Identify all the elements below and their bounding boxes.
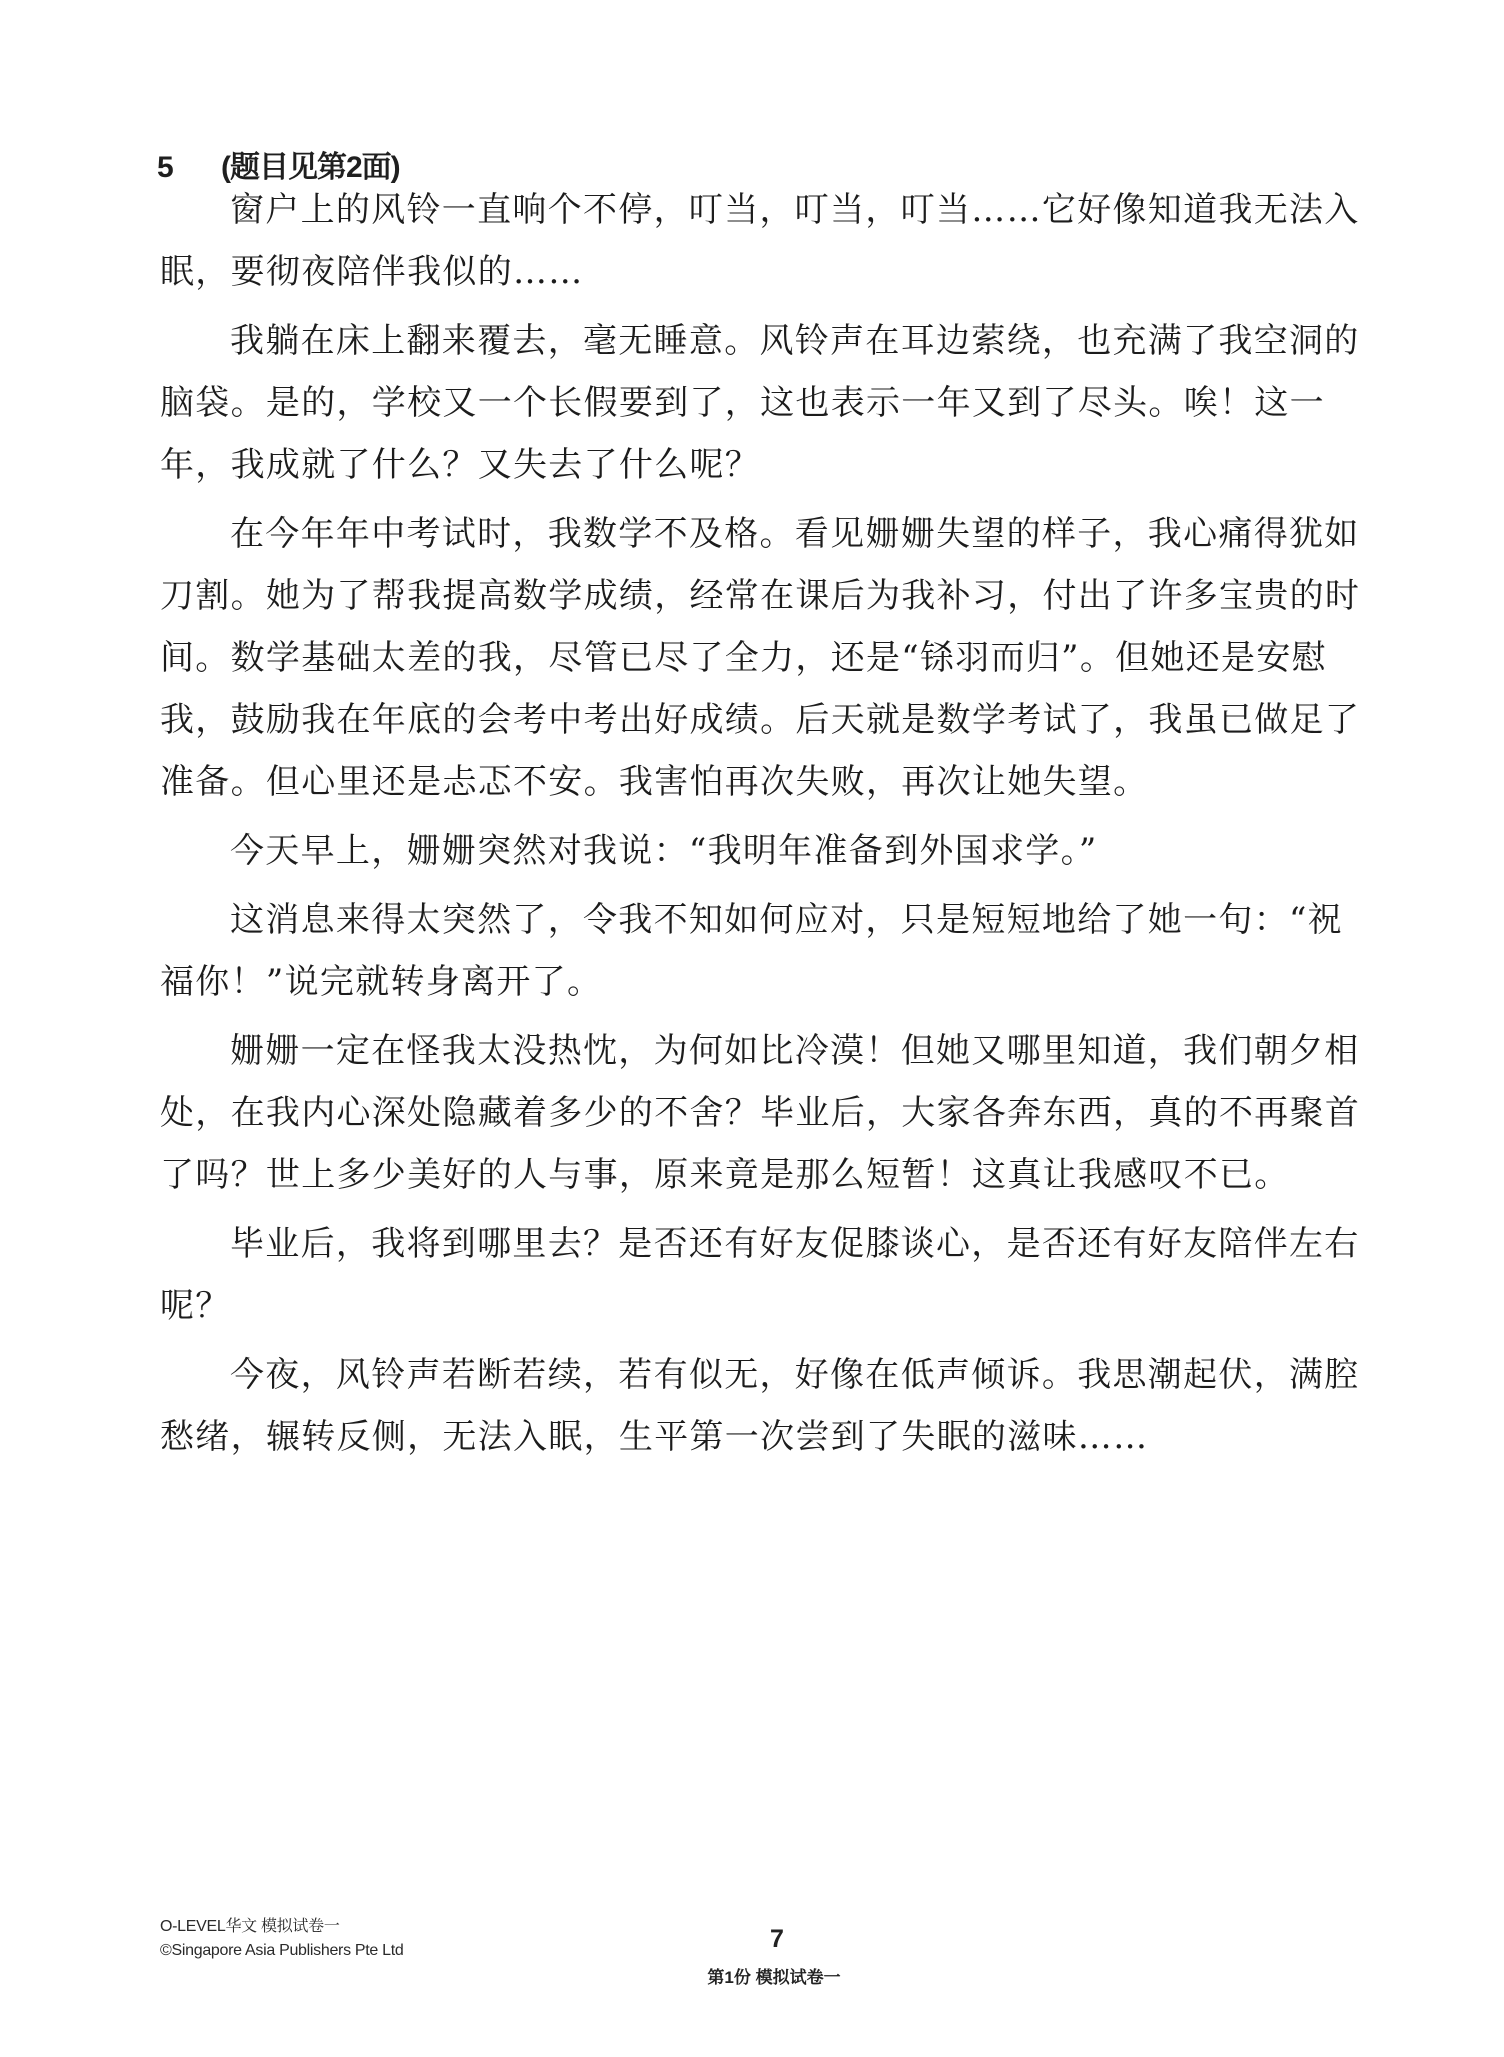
text-line: 窗户上的风铃一直响个不停，叮当，叮当，叮当……它好像知道我无法入 xyxy=(230,190,1360,230)
essay-body xyxy=(160,186,1392,1482)
paragraph-3 xyxy=(160,510,1392,820)
text-line: 愁绪，辗转反侧，无法入眠，生平第一次尝到了失眠的滋味…… xyxy=(160,1417,1149,1457)
text-line: 准备。但心里还是忐忑不安。我害怕再次失败，再次让她失望。 xyxy=(160,762,1149,802)
text-line: 毕业后，我将到哪里去？是否还有好友促膝谈心，是否还有好友陪伴左右 xyxy=(230,1224,1360,1264)
text-line: 了吗？世上多少美好的人与事，原来竟是那么短暂！这真让我感叹不已。 xyxy=(160,1155,1290,1195)
footer-publisher-info xyxy=(160,1915,404,1963)
paragraph-4 xyxy=(160,827,1392,889)
book-title: O-LEVEL华文 模拟试卷一 xyxy=(160,1918,340,1935)
question-heading xyxy=(157,146,400,190)
text-line: 我躺在床上翻来覆去，毫无睡意。风铃声在耳边萦绕，也充满了我空洞的 xyxy=(230,321,1360,361)
text-line: 脑袋。是的，学校又一个长假要到了，这也表示一年又到了尽头。唉！这一 xyxy=(160,383,1325,423)
text-line: 我，鼓励我在年底的会考中考出好成绩。后天就是数学考试了，我虽已做足了 xyxy=(160,700,1361,740)
paragraph-8 xyxy=(160,1351,1392,1475)
text-line: 福你！”说完就转身离开了。 xyxy=(160,962,603,1002)
section-label: 第1份 模拟试卷一 xyxy=(707,1968,841,1987)
question-reference: (题目见第2面) xyxy=(221,151,400,184)
paragraph-7 xyxy=(160,1220,1392,1344)
text-line: 眠，要彻夜陪伴我似的…… xyxy=(160,252,584,292)
text-line: 刀割。她为了帮我提高数学成绩，经常在课后为我补习，付出了许多宝贵的时 xyxy=(160,576,1361,616)
copyright-notice: ©Singapore Asia Publishers Pte Ltd xyxy=(160,1942,404,1959)
text-line: 这消息来得太突然了，令我不知如何应对，只是短短地给了她一句：“祝 xyxy=(230,900,1343,940)
paragraph-6 xyxy=(160,1027,1392,1213)
paragraph-1 xyxy=(160,186,1392,310)
text-line: 年，我成就了什么？又失去了什么呢？ xyxy=(160,445,761,485)
paragraph-5 xyxy=(160,896,1392,1020)
text-line: 今夜，风铃声若断若续，若有似无，好像在低声倾诉。我思潮起伏，满腔 xyxy=(230,1355,1360,1395)
question-number: 5 xyxy=(157,151,174,184)
text-line: 姗姗一定在怪我太没热忱，为何如比冷漠！但她又哪里知道，我们朝夕相 xyxy=(230,1031,1360,1071)
text-line: 呢？ xyxy=(160,1286,231,1326)
page-number: 7 xyxy=(770,1925,784,1953)
text-line: 间。数学基础太差的我，尽管已尽了全力，还是“铩羽而归”。但她还是安慰 xyxy=(160,638,1327,678)
paragraph-2 xyxy=(160,317,1392,503)
text-line: 处，在我内心深处隐藏着多少的不舍？毕业后，大家各奔东西，真的不再聚首 xyxy=(160,1093,1361,1133)
text-line: 今天早上，姗姗突然对我说：“我明年准备到外国求学。” xyxy=(230,831,1098,871)
text-line: 在今年年中考试时，我数学不及格。看见姗姗失望的样子，我心痛得犹如 xyxy=(230,514,1360,554)
